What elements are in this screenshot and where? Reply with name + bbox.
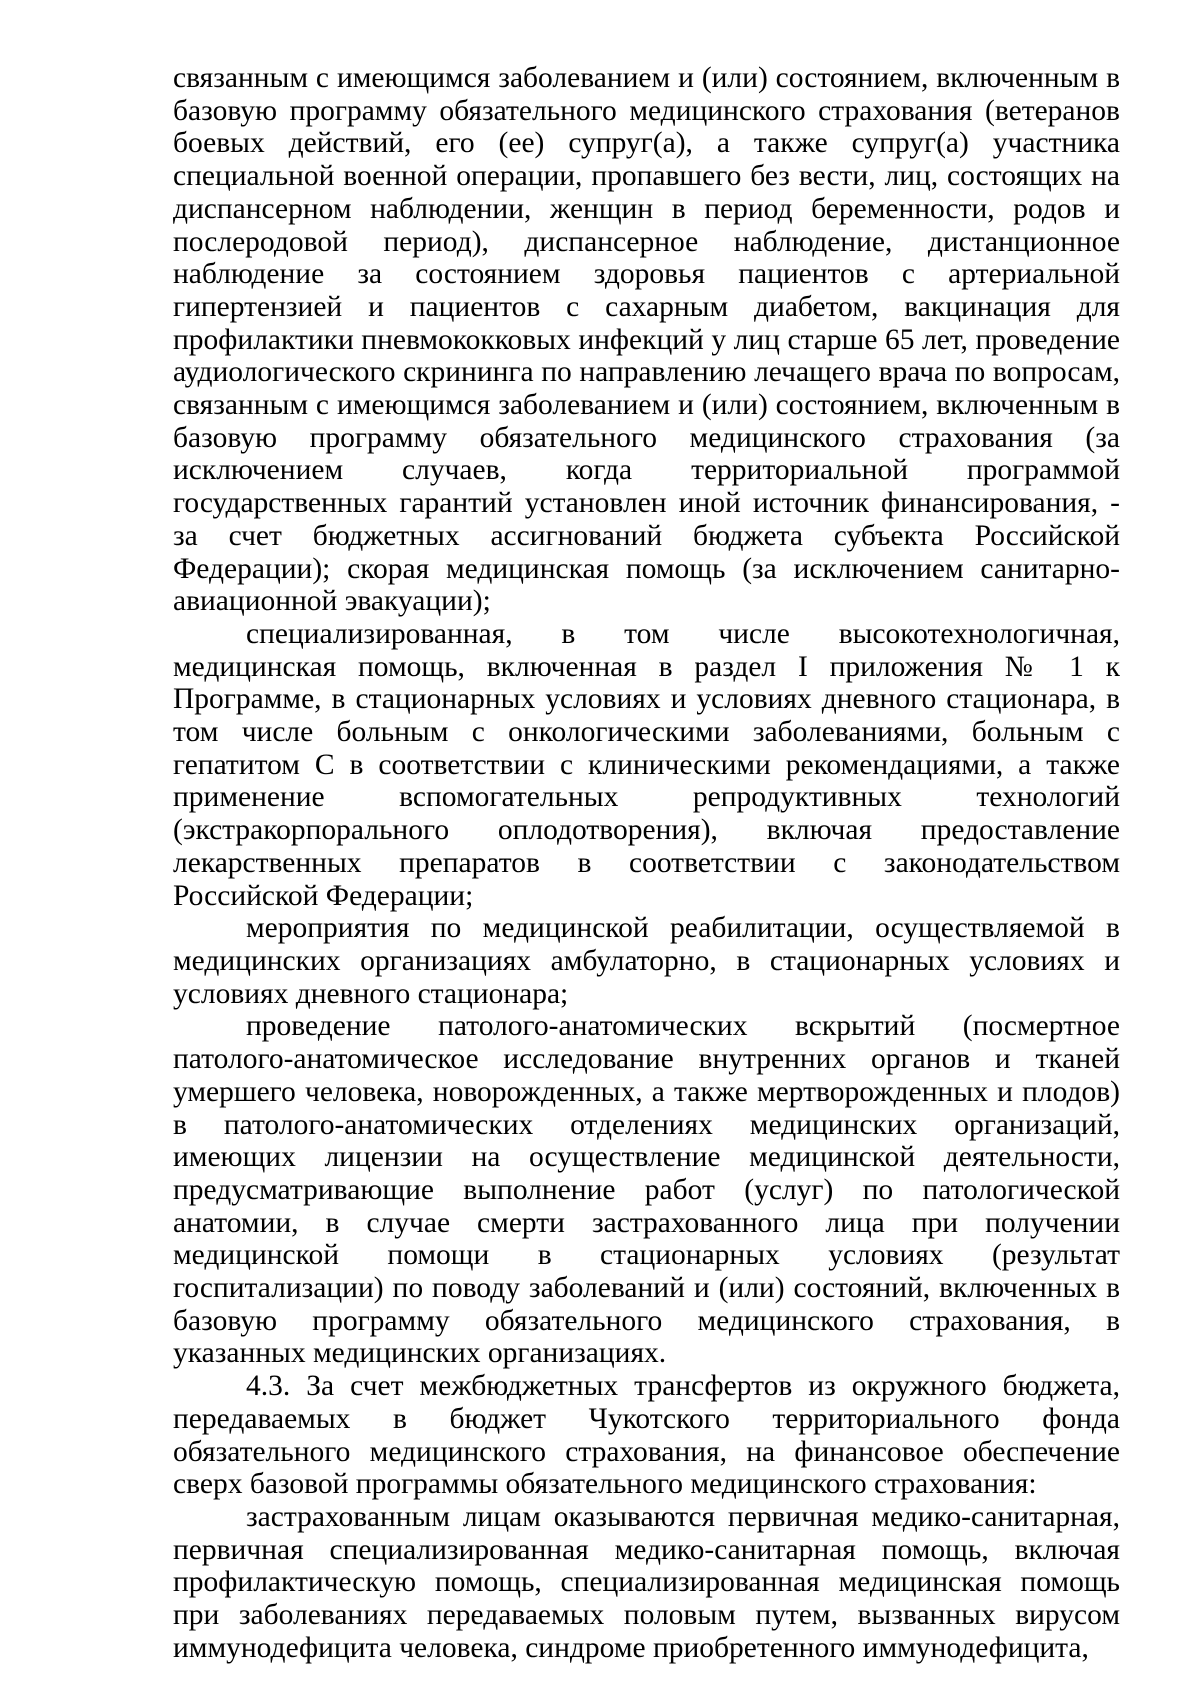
paragraph-insured-persons: застрахованным лицам оказываются первичная медико-санитарная, первичная специализированная медико-санитарная помощь, включая профилактическую помощь, специализированная медицинская помощь при заболеваниях передаваемых половым путем, вызванных вирусом иммунодефицита человека, синдроме приобретенного иммунодефицита,	[173, 1500, 1120, 1664]
document-body	[173, 62, 1120, 1664]
paragraph-autopsy: проведение патолого-анатомических вскрытий (посмертное патолого-анатомическое исследование внутренних органов и тканей умершего человека, новорожденных, а также мертворожденных и плодов) в патолого-анатомических отделениях медицинских организаций, имеющих лицензии на осуществление медицинской деятельности, предусматривающие выполнение работ (услуг) по патологической анатомии, в случае смерти застрахованного лица при получении медицинской помощи в стационарных условиях (результат госпитализации) по поводу заболеваний и (или) состояний, включенных в базовую программу обязательного медицинского страхования, в указанных медицинских организациях.	[173, 1010, 1120, 1370]
paragraph-section-4-3: 4.3. За счет межбюджетных трансфертов из окружного бюджета, передаваемых в бюджет Чукотского территориального фонда обязательного медицинского страхования, на финансовое обеспечение сверх базовой программы обязательного медицинского страхования:	[173, 1370, 1120, 1501]
paragraph-continuation: связанным с имеющимся заболеванием и (или) состоянием, включенным в базовую программу обязательного медицинского страхования (ветеранов боевых действий, его (ее) супруг(а), а также супруг(а) участника специальной военной операции, пропавшего без вести, лиц, состоящих на диспансерном наблюдении, женщин в период беременности, родов и послеродовой период), диспансерное наблюдение, дистанционное наблюдение за состоянием здоровья пациентов с артериальной гипертензией и пациентов с сахарным диабетом, вакцинация для профилактики пневмококковых инфекций у лиц старше 65 лет, проведение аудиологического скрининга по направлению лечащего врача по вопросам, связанным с имеющимся заболеванием и (или) состоянием, включенным в базовую программу обязательного медицинского страхования (за исключением случаев, когда территориальной программой государственных гарантий установлен иной источник финансирования, - за счет бюджетных ассигнований бюджета субъекта Российской Федерации); скорая медицинская помощь (за исключением санитарно-авиационной эвакуации);	[173, 62, 1120, 618]
paragraph-rehabilitation: мероприятия по медицинской реабилитации, осуществляемой в медицинских организациях амбулаторно, в стационарных условиях и условиях дневного стационара;	[173, 912, 1120, 1010]
paragraph-specialized-care: специализированная, в том числе высокотехнологичная, медицинская помощь, включенная в раздел I приложения № 1 к Программе, в стационарных условиях и условиях дневного стационара, в том числе больным с онкологическими заболеваниями, больным с гепатитом C в соответствии с клиническими рекомендациями, а также применение вспомогательных репродуктивных технологий (экстракорпорального оплодотворения), включая предоставление лекарственных препаратов в соответствии с законодательством Российской Федерации;	[173, 617, 1120, 912]
